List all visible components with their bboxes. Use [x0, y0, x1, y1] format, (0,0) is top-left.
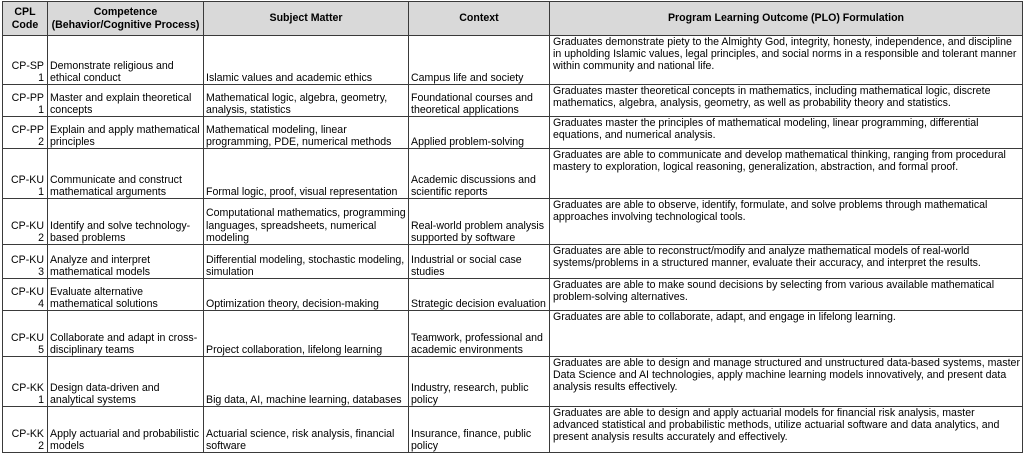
context-cell: Academic discussions and scientific reports: [409, 149, 550, 199]
competence-cell: Analyze and interpret mathematical models: [48, 245, 204, 279]
plo-cell: Graduates are able to observe, identify, formulate, and solve problems through mathematical approaches involving technological tools.: [550, 199, 1023, 245]
subject-matter-cell: Formal logic, proof, visual representation: [204, 149, 409, 199]
competence-cell: Explain and apply mathematical principles: [48, 117, 204, 149]
subject-matter-cell: Project collaboration, lifelong learning: [204, 311, 409, 357]
cpl-code-cell: CP-KK 1: [3, 357, 48, 407]
subject-matter-cell: Differential modeling, stochastic modeling, simulation: [204, 245, 409, 279]
table-row: [3, 117, 1023, 149]
cpl-code-cell: CP-KU 4: [3, 279, 48, 311]
context-cell: Industrial or social case studies: [409, 245, 550, 279]
competence-cell: Master and explain theoretical concepts: [48, 85, 204, 117]
competence-cell: Communicate and construct mathematical arguments: [48, 149, 204, 199]
subject-matter-cell: Actuarial science, risk analysis, financial software: [204, 407, 409, 453]
table-body: [3, 36, 1023, 453]
table-row: [3, 36, 1023, 85]
context-cell: Insurance, finance, public policy: [409, 407, 550, 453]
cpl-code-cell: CP-KU 1: [3, 149, 48, 199]
competence-cell: Design data-driven and analytical systems: [48, 357, 204, 407]
table-header: [3, 2, 1023, 36]
subject-matter-cell: Big data, AI, machine learning, databases: [204, 357, 409, 407]
competence-cell: Collaborate and adapt in cross-disciplinary teams: [48, 311, 204, 357]
table-row: [3, 311, 1023, 357]
context-cell: Strategic decision evaluation: [409, 279, 550, 311]
competence-cell: Identify and solve technology-based problems: [48, 199, 204, 245]
table-row: [3, 85, 1023, 117]
plo-table: [2, 1, 1023, 453]
header-plo-formulation: Program Learning Outcome (PLO) Formulation: [550, 2, 1023, 36]
competence-cell: Apply actuarial and probabilistic models: [48, 407, 204, 453]
competence-cell: Demonstrate religious and ethical conduct: [48, 36, 204, 85]
cpl-code-cell: CP-SP 1: [3, 36, 48, 85]
cpl-code-cell: CP-KU 3: [3, 245, 48, 279]
subject-matter-cell: Islamic values and academic ethics: [204, 36, 409, 85]
table-row: [3, 407, 1023, 453]
plo-cell: Graduates are able to make sound decisions by selecting from various available mathematical problem-solving alternatives.: [550, 279, 1023, 311]
table-row: [3, 245, 1023, 279]
cpl-code-cell: CP-PP 2: [3, 117, 48, 149]
cpl-code-cell: CP-KK 2: [3, 407, 48, 453]
context-cell: Applied problem-solving: [409, 117, 550, 149]
table-row: [3, 279, 1023, 311]
plo-cell: Graduates master the principles of mathematical modeling, linear programming, differential equations, and numerical analysis.: [550, 117, 1023, 149]
header-context: Context: [409, 2, 550, 36]
cpl-code-cell: CP-KU 2: [3, 199, 48, 245]
subject-matter-cell: Optimization theory, decision-making: [204, 279, 409, 311]
context-cell: Real-world problem analysis supported by software: [409, 199, 550, 245]
table-row: [3, 149, 1023, 199]
subject-matter-cell: Mathematical modeling, linear programming, PDE, numerical methods: [204, 117, 409, 149]
subject-matter-cell: Mathematical logic, algebra, geometry, analysis, statistics: [204, 85, 409, 117]
plo-cell: Graduates are able to design and manage structured and unstructured data-based systems, master Data Science and AI technologies, apply machine learning models innovatively, and present data analysis results effectively.: [550, 357, 1023, 407]
plo-cell: Graduates master theoretical concepts in mathematics, including mathematical logic, discrete mathematics, algebra, analysis, geometry, as well as probability theory and statistics.: [550, 85, 1023, 117]
plo-cell: Graduates demonstrate piety to the Almighty God, integrity, honesty, independence, and discipline in upholding Islamic values, legal principles, and social norms in a responsible and tolerant manner within community and national life.: [550, 36, 1023, 85]
header-row: [3, 2, 1023, 36]
context-cell: Industry, research, public policy: [409, 357, 550, 407]
plo-cell: Graduates are able to design and apply actuarial models for financial risk analysis, master advanced statistical and probabilistic methods, utilize actuarial software and data analytics, and present analysis results accurately and effectively.: [550, 407, 1023, 453]
plo-cell: Graduates are able to communicate and develop mathematical thinking, ranging from procedural mastery to exploration, logical reasoning, generalization, abstraction, and formal proof.: [550, 149, 1023, 199]
header-subject-matter: Subject Matter: [204, 2, 409, 36]
header-competence: Competence (Behavior/Cognitive Process): [48, 2, 204, 36]
header-cpl-code: CPL Code: [3, 2, 48, 36]
subject-matter-cell: Computational mathematics, programming languages, spreadsheets, numerical modeling: [204, 199, 409, 245]
plo-cell: Graduates are able to collaborate, adapt, and engage in lifelong learning.: [550, 311, 1023, 357]
table-row: [3, 357, 1023, 407]
table-row: [3, 199, 1023, 245]
context-cell: Teamwork, professional and academic environments: [409, 311, 550, 357]
plo-cell: Graduates are able to reconstruct/modify and analyze mathematical models of real-world systems/problems in a structured manner, evaluate their accuracy, and interpret the results.: [550, 245, 1023, 279]
competence-cell: Evaluate alternative mathematical solutions: [48, 279, 204, 311]
cpl-code-cell: CP-PP 1: [3, 85, 48, 117]
context-cell: Foundational courses and theoretical applications: [409, 85, 550, 117]
cpl-code-cell: CP-KU 5: [3, 311, 48, 357]
context-cell: Campus life and society: [409, 36, 550, 85]
